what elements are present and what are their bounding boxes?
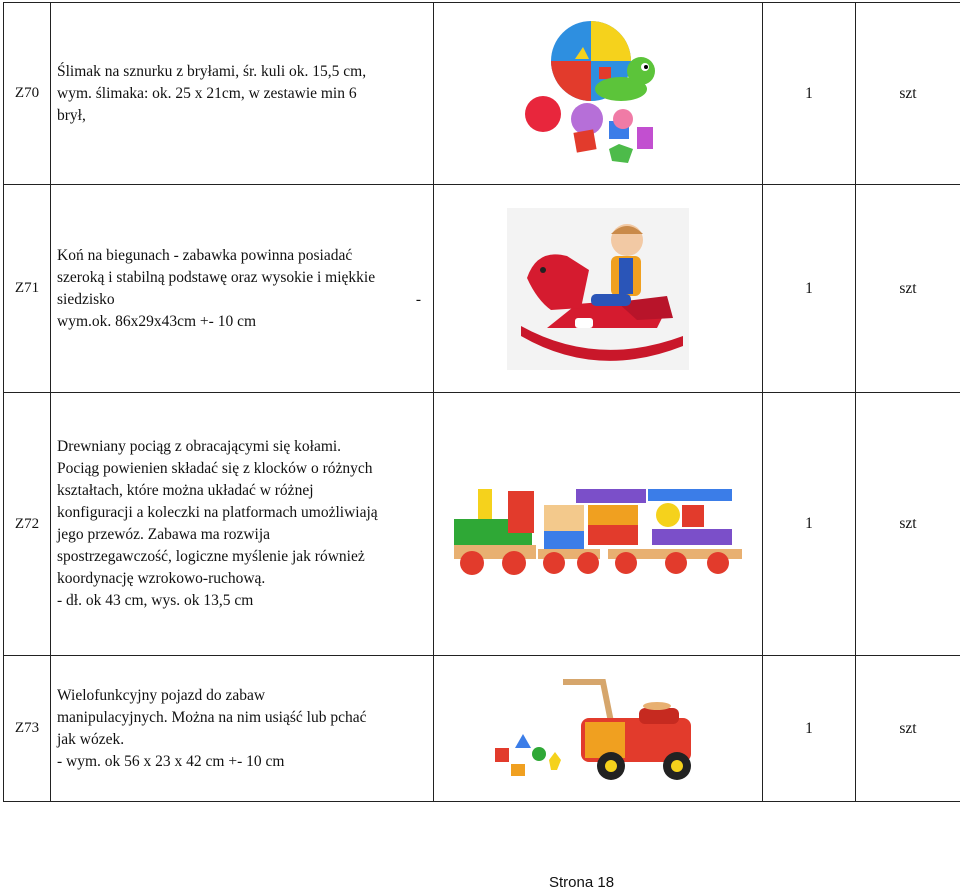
description-line: Ślimak na sznurku z bryłami, śr. kuli ok. 15,5 cm, [57,62,367,80]
description-line: konfiguracji a koleczki na platformach umożliwiają [57,504,378,521]
table-row [4,656,960,802]
item-description [51,393,434,656]
item-image-cell [434,393,763,656]
description-line: Wielofunkcyjny pojazd do zabaw [57,686,266,704]
spec-table [3,2,960,802]
item-code: Z71 [4,185,51,393]
item-description [51,3,434,185]
description-line: manipulacyjnych. Można na nim usiąść lub pchać [57,708,367,726]
description-line: brył, [57,106,86,124]
description-line: - dł. ok 43 cm, wys. ok 13,5 cm [57,592,254,609]
item-image-cell [434,656,763,802]
shape-sorter-snail-photo [513,19,683,169]
item-quantity: 1 [763,3,856,185]
item-unit: szt [856,185,960,393]
description-line-justified [57,289,429,311]
description-line: Koń na biegunach - zabawka powinna posiadać [57,246,353,264]
description-line: szeroką i stabilną podstawę oraz wysokie i miękkie [57,268,376,286]
description-line: koordynację wzrokowo-ruchową. [57,570,266,587]
description-line: spostrzegawczość, logiczne myślenie jak również [57,548,365,565]
table-row [4,185,960,393]
wooden-train-photo [448,469,748,579]
item-description [51,656,434,802]
page-number: Strona 18 [549,874,615,891]
description-line: Drewniany pociąg z obracającymi się kołami. [57,438,342,455]
description-line: - wym. ok 56 x 23 x 42 cm +- 10 cm [57,752,285,770]
table-row [4,393,960,656]
item-code: Z73 [4,656,51,802]
rocking-horse-photo [507,208,689,370]
item-description [51,185,434,393]
item-unit: szt [856,3,960,185]
item-quantity: 1 [763,656,856,802]
item-quantity: 1 [763,393,856,656]
description-line: Pociąg powienien składać się z klocków o różnych [57,460,373,477]
item-quantity: 1 [763,185,856,393]
item-image-cell [434,3,763,185]
ride-on-walker-photo [493,672,703,786]
description-line: jego przewóz. Zabawa ma rozwija [57,526,271,543]
table-row [4,3,960,185]
description-dash: - [415,290,421,308]
description-line: wym. ślimaka: ok. 25 x 21cm, w zestawie min 6 [57,84,357,102]
description-line: kształtach, które można układać w różnej [57,482,314,499]
description-word: siedzisko [57,290,115,308]
item-unit: szt [856,393,960,656]
item-image-cell [434,185,763,393]
item-unit: szt [856,656,960,802]
description-line: wym.ok. 86x29x43cm +- 10 cm [57,312,257,330]
item-code: Z72 [4,393,51,656]
item-code: Z70 [4,3,51,185]
description-line: jak wózek. [57,730,125,748]
